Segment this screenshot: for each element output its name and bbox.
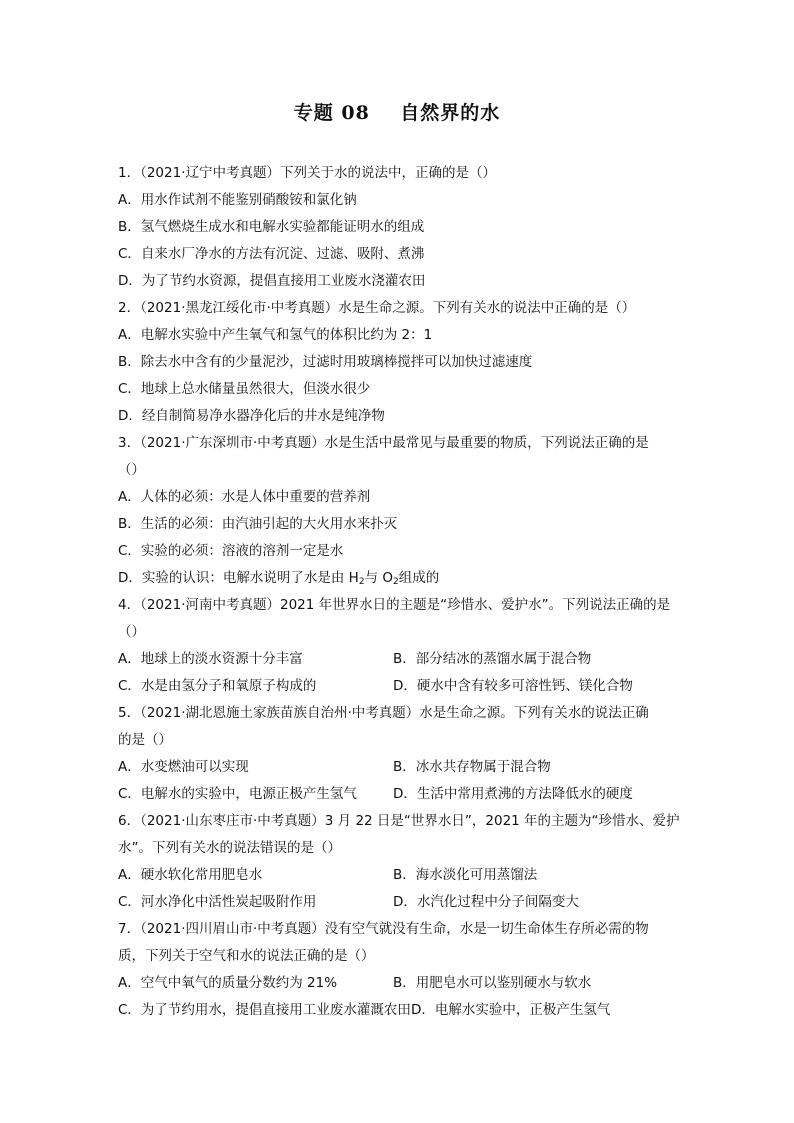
option-b: B．冰水共存物属于混合物	[393, 759, 551, 775]
question-6	[118, 808, 678, 916]
question-stem: 6．（2021·山东枣庄市·中考真题）3 月 22 日是“世界水日”，2021 年的主题为“珍惜水、爱护	[118, 813, 680, 829]
subscript: 2	[358, 577, 365, 587]
option-d: D．为了节约水资源，提倡直接用工业废水浇灌农田	[118, 273, 426, 289]
question-1	[118, 160, 678, 295]
question-4	[118, 592, 678, 700]
question-stem: 5．（2021·湖北恩施土家族苗族自治州·中考真题）水是生命之源。下列有关水的说法正确	[118, 705, 649, 721]
option-b: B．海水淡化可用蒸馏法	[393, 867, 538, 883]
option-d: D．生活中常用煮沸的方法降低水的硬度	[393, 786, 633, 802]
page-title: 专题 08 自然界的水	[293, 102, 501, 124]
option-c: C．自来水厂净水的方法有沉淀、过滤、吸附、煮沸	[118, 246, 425, 262]
option-row	[118, 970, 678, 997]
option-row	[118, 646, 678, 673]
option-c: C．河水净化中活性炭起吸附作用	[118, 894, 317, 910]
option-c: C．水是由氢分子和氧原子构成的	[118, 678, 317, 694]
question-3	[118, 430, 678, 592]
question-list	[118, 160, 678, 1024]
option-b: B．氢气燃烧生成水和电解水实验都能证明水的组成	[118, 219, 425, 235]
option-d-text: 组成的	[398, 570, 440, 586]
question-stem: 1．（2021·辽宁中考真题）下列关于水的说法中，正确的是（）	[118, 165, 496, 181]
option-b: B．生活的必须：由汽油引起的大火用水来扑灭	[118, 516, 398, 532]
option-row	[118, 673, 678, 700]
option-d: D．经自制简易净水器净化后的井水是纯净物	[118, 408, 385, 424]
question-stem-continued: 水”。下列有关水的说法错误的是（）	[118, 840, 341, 856]
option-d-text: 与 O	[364, 570, 393, 586]
question-2	[118, 295, 678, 430]
option-d: D．电解水实验中，正极产生氢气	[410, 1002, 611, 1018]
option-d-text: D．实验的认识：电解水说明了水是由 H	[118, 570, 359, 586]
option-row	[118, 781, 678, 808]
question-stem: 3．（2021·广东深圳市·中考真题）水是生活中最常见与最重要的物质，下列说法正确的是	[118, 435, 649, 451]
question-stem: 7．（2021·四川眉山市·中考真题）没有空气就没有生命，水是一切生命体生存所必需的物	[118, 921, 649, 937]
option-row	[118, 754, 678, 781]
subscript: 2	[393, 577, 399, 587]
option-b: B．部分结冰的蒸馏水属于混合物	[393, 651, 592, 667]
question-7	[118, 916, 678, 1024]
option-a: A．地球上的淡水资源十分丰富	[118, 651, 303, 667]
option-d: D．硬水中含有较多可溶性钙、镁化合物	[393, 678, 633, 694]
option-c: C．地球上总水储量虽然很大，但淡水很少	[118, 381, 371, 397]
option-b: B．除去水中含有的少量泥沙，过滤时用玻璃棒搅拌可以加快过滤速度	[118, 354, 533, 370]
question-stem: 4．（2021·河南中考真题）2021 年世界水日的主题是“珍惜水、爱护水”。下列说法正确的是	[118, 597, 671, 613]
option-c: C．电解水的实验中，电源正极产生氢气	[118, 786, 357, 802]
option-c: C．为了节约用水，提倡直接用工业废水灌溉农田	[118, 1002, 411, 1018]
option-d: D．水汽化过程中分子间隔变大	[393, 894, 579, 910]
option-b: B．用肥皂水可以鉴别硬水与软水	[393, 975, 592, 991]
question-stem-continued: （）	[118, 462, 145, 478]
option-row	[118, 889, 678, 916]
option-a: A．用水作试剂不能鉴别硝酸铵和氯化钠	[118, 192, 357, 208]
question-5	[118, 700, 678, 808]
option-a: A．人体的必须：水是人体中重要的营养剂	[118, 489, 371, 505]
question-stem: 2．（2021·黑龙江绥化市·中考真题）水是生命之源。下列有关水的说法中正确的是（）	[118, 300, 636, 316]
option-c: C．实验的必须：溶液的溶剂一定是水	[118, 543, 344, 559]
option-row	[118, 862, 678, 889]
question-stem-continued: 质，下列关于空气和水的说法正确的是（）	[118, 948, 375, 964]
option-a: A．水变燃油可以实现	[118, 759, 249, 775]
question-stem-continued: 的是（）	[118, 732, 172, 748]
option-d	[118, 565, 678, 592]
option-a: A．空气中氧气的质量分数约为 21%	[118, 975, 338, 991]
option-a: A．硬水软化常用肥皂水	[118, 867, 263, 883]
question-stem-continued: （）	[118, 624, 145, 640]
option-a: A．电解水实验中产生氧气和氢气的体积比约为 2：1	[118, 327, 433, 343]
option-row	[118, 997, 678, 1024]
